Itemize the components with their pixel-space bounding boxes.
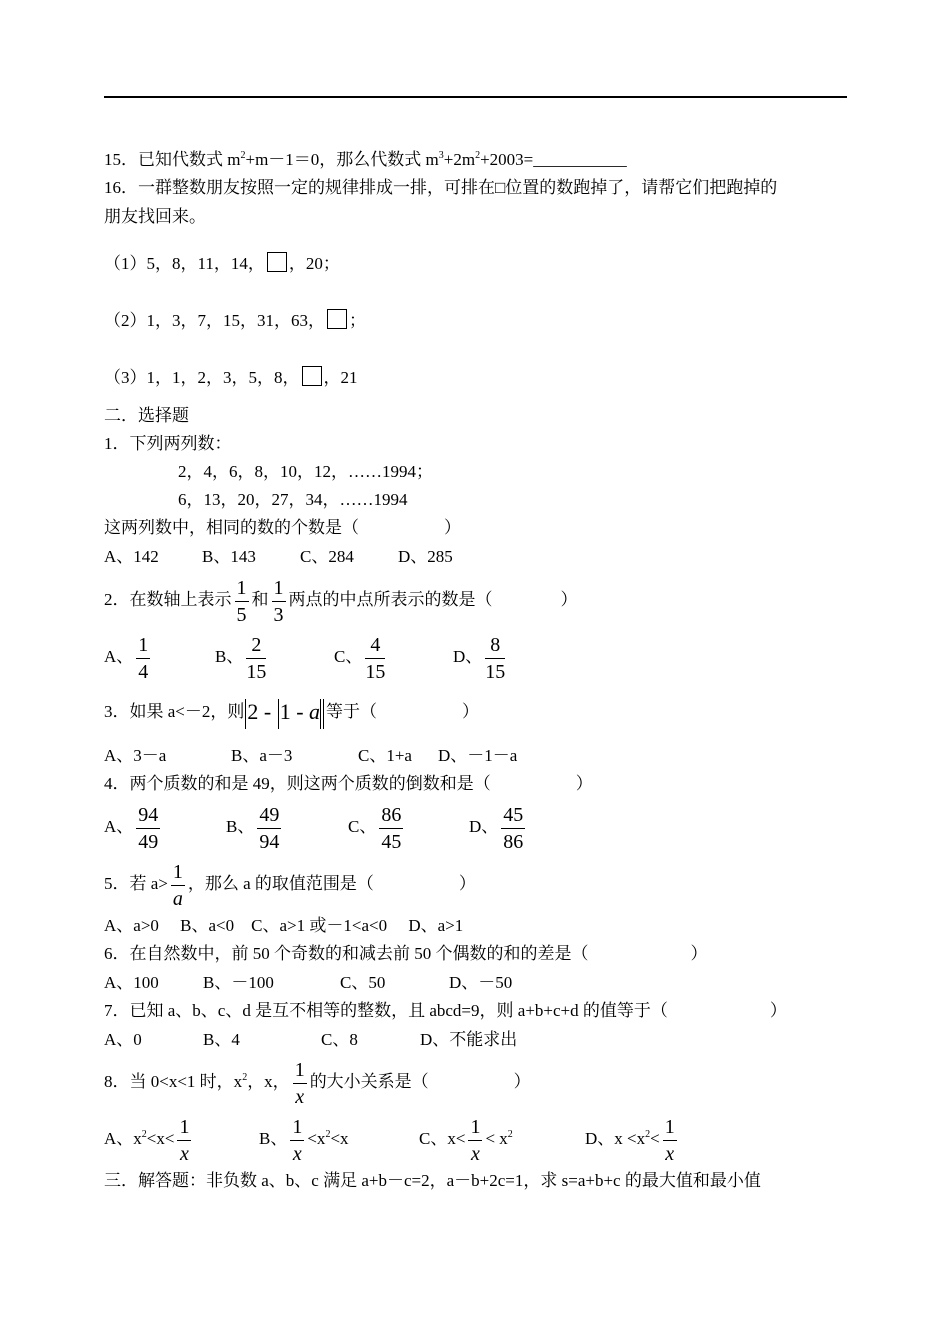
choice-6-options: A、100 B、－100 C、50 D、－50 <box>104 973 513 992</box>
choice-5-options: A、a>0 B、a<0 C、a>1 或－1<a<0 D、a>1 <box>104 916 464 935</box>
choice-1-row2: 6，13，20，27，34，……1994 <box>178 490 408 509</box>
absolute-value-expression: 2 - 1 - a <box>244 697 326 729</box>
choice-1-row1: 2，4，6，8，10，12，……1994； <box>178 462 433 481</box>
choice-8-question: 8．当 0<x<1 时，$x^2$，x， $\frac{1}{x}$ 的大小关系是（ ） <box>104 1058 531 1108</box>
choice-5-question: 5．若 a> $\frac{1}{a}$ ，那么 a 的取值范围是（ ） <box>104 860 476 910</box>
sequence-2: （2）1，3，7，15，31，63， ； <box>104 311 366 330</box>
choice-7-question: 7．已知 a、b、c、d 是互不相等的整数，且 abcd=9，则 a+b+c+d 的值等于（ ） <box>104 1001 787 1020</box>
choice-1-question: 1．下列两列数： <box>104 434 232 453</box>
question-16-line1: 16．一群整数朋友按照一定的规律排成一排，可排在□位置的数跑掉了，请帮它们把跑掉的 <box>104 178 778 197</box>
choice-8-options: A、$x^2<x<$ $\frac{1}{x}$ B、 $\frac{1}{x}$ $<x^2<x$ C、x< $\frac{1}{x}$ < $x^2$ D、$x <x^2<$ $\frac{1}{x}$ <box>104 1115 675 1165</box>
choice-2-question: 2．在数轴上表示 $\frac{1}{5}$ 和 $\frac{1}{3}$ 两点的中点所表示的数是（ ） <box>104 576 578 626</box>
choice-3-options: A、3－a B、a－3 C、1+a D、－1－a <box>104 746 518 765</box>
header-rule <box>104 96 847 98</box>
blank-box <box>267 252 287 272</box>
choice-4-options: A、 $\frac{94}{49}$ B、 $\frac{49}{94}$ C、 $\frac{86}{45}$ D、 $\frac{45}{86}$ <box>104 803 524 853</box>
question-16-line2: 朋友找回来。 <box>104 207 206 226</box>
question-15: 15．已知代数式 $m^2+m-1=0$，那么代数式 $m^3+2m^2+2003=\_\_\_\_\_\_\_\_\_\_\_$ <box>104 150 627 169</box>
sequence-1: （1）5，8，11，14， ，20； <box>104 254 340 273</box>
choice-1-options: A、142 B、143 C、284 D、285 <box>104 547 453 566</box>
choice-6-question: 6．在自然数中，前 50 个奇数的和减去前 50 个偶数的和的差是（ ） <box>104 944 708 963</box>
choice-3-question: 3．如果 a<－2，则 2 - 1 - a 等于（ ） <box>104 694 479 730</box>
choice-2-options: A、 $\frac{1}{4}$ B、 $\frac{2}{15}$ C、 $\frac{4}{15}$ D、 $\frac{8}{15}$ <box>104 633 506 683</box>
section-3-problem: 三．解答题：非负数 a、b、c 满足 a+b－c=2，a－b+2c=1，求 s=a+b+c 的最大值和最小值 <box>104 1171 761 1190</box>
choice-4-question: 4．两个质数的和是 49，则这两个质数的倒数和是（ ） <box>104 774 593 793</box>
blank-box <box>302 366 322 386</box>
blank-box <box>327 309 347 329</box>
section-2-heading: 二．选择题 <box>104 406 189 425</box>
choice-1-ask: 这两列数中，相同的数的个数是（ ） <box>104 518 461 537</box>
choice-7-options: A、0 B、4 C、8 D、不能求出 <box>104 1030 518 1049</box>
sequence-3: （3）1，1，2，3，5，8， ，21 <box>104 368 358 387</box>
